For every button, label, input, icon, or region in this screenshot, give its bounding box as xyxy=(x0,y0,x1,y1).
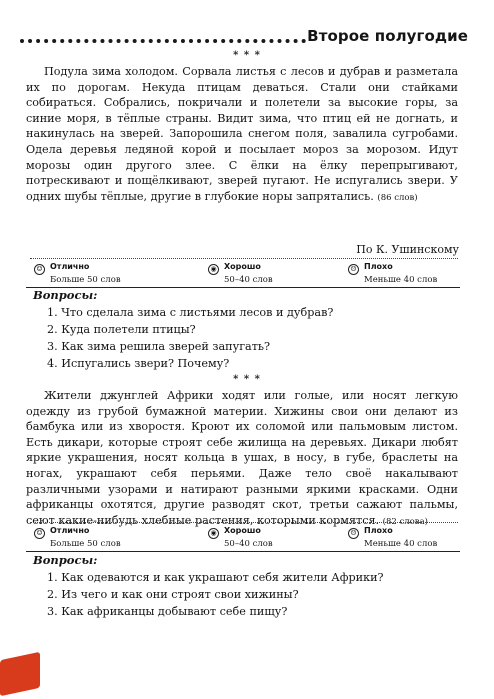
grade-bad: ☹ Плохо Меньше 40 слов xyxy=(348,526,437,549)
text-1 xyxy=(26,64,458,206)
questions-title: Вопросы: xyxy=(33,553,98,567)
question-item: 3. Как зима решила зверей запугать? xyxy=(47,340,271,353)
question-item: 4. Испугались звери? Почему? xyxy=(47,357,230,370)
question-item: 1. Что сделала зима с листьями лесов и дубрав? xyxy=(47,306,334,319)
section-header xyxy=(20,27,468,49)
section-title: Второе полугодие xyxy=(307,27,468,45)
stars-separator: * * * xyxy=(233,50,261,61)
word-count: (82 слова) xyxy=(382,516,428,527)
grade-row-1 xyxy=(30,258,458,287)
questions-title: Вопросы: xyxy=(33,288,98,302)
text-2 xyxy=(26,388,458,530)
grade-good: ◉ Хорошо 50–40 слов xyxy=(208,526,273,549)
text-1-paragraph: Подула зима холодом. Сорвала листья с лесов и дубрав и разметала их по дорогам. Некуда птицам деваться. Стали они стайками собираться. Собрались, покричали и полетели за высокие горы, за синие моря, в тёплые страны. Видит зима, что птиц ей не догнать, и накинулась на зверей. Запорошила снегом поля, завалила сугробами. Одела деревья ледяной корой и посылает мороз за морозом. Идут морозы один другого злее. С ёлки на ёлку перепрыгивают, потрескивают и пощёлкивают, зверей пугают. Не испугались звери. У одних шубы тёплые, другие в глубокие норы запрятались. (86 слов) xyxy=(26,65,458,203)
smile-icon: ☺ xyxy=(34,264,45,275)
sad-face-icon: ☹ xyxy=(348,528,359,539)
stars-separator: * * * xyxy=(233,374,261,385)
grade-row-2 xyxy=(30,522,458,551)
publisher-logo xyxy=(0,652,40,697)
author: По К. Ушинскому xyxy=(356,243,459,256)
neutral-face-icon: ◉ xyxy=(208,528,219,539)
smile-icon: ☺ xyxy=(34,528,45,539)
neutral-face-icon: ◉ xyxy=(208,264,219,275)
divider xyxy=(26,551,460,552)
grade-bad: ☹ Плохо Меньше 40 слов xyxy=(348,262,437,285)
question-item: 1. Как одеваются и как украшают себя жители Африки? xyxy=(47,571,384,584)
question-item: 2. Из чего и как они строят свои хижины? xyxy=(47,588,299,601)
grade-excellent: ☺ Отлично Больше 50 слов xyxy=(34,262,121,285)
questions-list-1 xyxy=(47,304,457,372)
question-item: 2. Куда полетели птицы? xyxy=(47,323,196,336)
word-count: (86 слов) xyxy=(377,192,418,203)
grade-excellent: ☺ Отлично Больше 50 слов xyxy=(34,526,121,549)
sad-face-icon: ☹ xyxy=(348,264,359,275)
questions-list-2 xyxy=(47,569,457,620)
question-item: 3. Как африканцы добывают себе пищу? xyxy=(47,605,288,618)
text-2-paragraph: Жители джунглей Африки ходят или голые, или носят легкую одежду из грубой бумажной материи. Хижины свои они делают из бамбука или из хворостя. Кроют их соломой или пальмовым листом. Есть дикари, которые строят себе жилища на деревьях. Дикари любят яркие украшения, носят кольца в ушах, в носу, в губе, браслеты на ногах, украшают себя перьями. Даже тело своё накалывают различными узорами и натирают разными яркими красками. Одни африканцы охотятся, другие разводят скот, третьи сажают пальмы, сеют какие-нибудь хлебные растения, которыми кормятся. (82 слова) xyxy=(26,389,458,527)
grade-good: ◉ Хорошо 50–40 слов xyxy=(208,262,273,285)
dotted-leader xyxy=(20,39,306,43)
